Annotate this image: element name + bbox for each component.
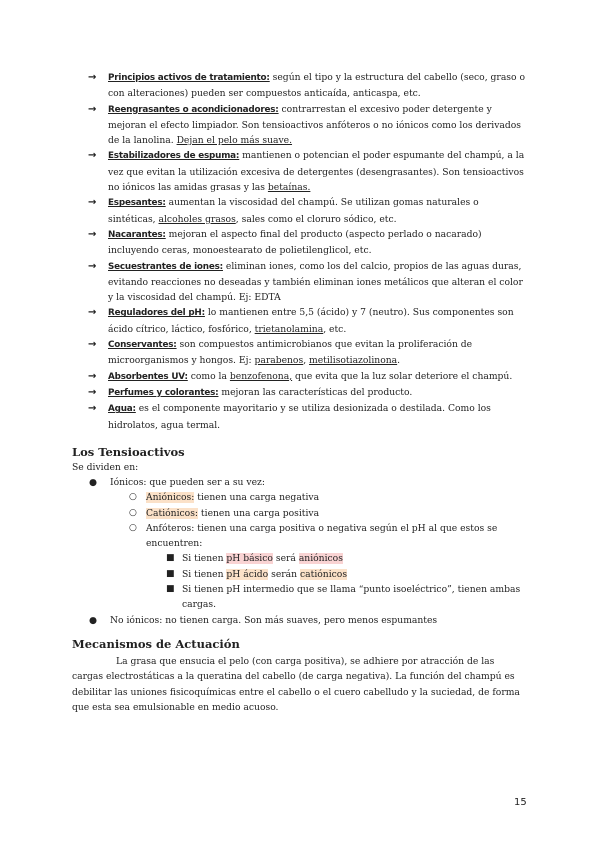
description-tail: que evita que la luz solar deteriore el champú. [292, 370, 513, 382]
underlined-text: betaínas. [267, 182, 311, 194]
term: Agua: [108, 404, 136, 415]
highlight-anionicos: aniónicos [298, 553, 343, 565]
square-bullet-icon: ■ [166, 584, 175, 595]
square-bullet-icon: ■ [166, 553, 175, 564]
description: lo mantienen entre 5,5 (ácido) y 7 (neutro). Sus componentes son ácido cítrico, láctico, fosfórico, [108, 307, 514, 335]
list-item [88, 401, 528, 433]
term: Conservantes: [108, 340, 177, 351]
underlined-text: alcoholes grasos [158, 213, 236, 225]
intermedio-text: Si tienen pH intermedio que se llama “punto isoeléctrico”, tienen ambas cargas. [182, 584, 521, 611]
arrow-icon: → [88, 386, 97, 398]
description: son compuestos antimicrobianos que evitan la proliferación de microorganismos y hongos. Ej: [108, 339, 473, 367]
anfoteros-sublist [146, 551, 532, 612]
list-item-no-ionicos [72, 613, 532, 628]
term: Absorbentes UV: [108, 371, 188, 382]
highlight-ph-basico: pH básico [226, 553, 273, 565]
text: Si tienen [182, 553, 227, 565]
term: Principios activos de tratamiento: [108, 73, 270, 83]
list-item-intermedio [146, 582, 532, 613]
list-item-acido [146, 567, 532, 582]
term: Secuestrantes de iones: [108, 261, 223, 272]
cationicos-text: tienen una carga positiva [198, 507, 320, 519]
arrow-icon: → [88, 370, 97, 382]
arrow-icon: → [88, 307, 97, 319]
mecanismos-paragraph: La grasa que ensucia el pelo (con carga positiva), se adhiere por atracción de las cargas electrostáticas a la queratina del cabello (de carga negativa). La función del champú es debilitar las uniones fisicoquímicas entre el cabello o el cuero cabelludo y la suciedad, de forma que esta sea emulsionable en medio acuoso. [72, 656, 520, 713]
anionicos-text: tienen una carga negativa [194, 492, 320, 504]
text: serán [268, 568, 300, 580]
term: Estabilizadores de espuma: [108, 151, 240, 162]
tensioactivos-list [72, 475, 532, 628]
underlined-text: benzofenona, [229, 370, 293, 382]
arrow-icon: → [88, 403, 97, 415]
list-item [88, 195, 528, 227]
list-item [88, 148, 528, 195]
ionicos-sublist [110, 490, 532, 612]
highlight-cationicos: catiónicos [300, 568, 348, 580]
arrow-icon: → [88, 228, 97, 240]
list-item-basico [146, 551, 532, 566]
bullet-icon: ● [89, 614, 98, 626]
description: mantienen o potencian el poder espumante del champú, a la vez que evitan la utilización excesiva de detergentes (desengrasantes). Son tensioactivos no iónicos las amidas grasas y las [108, 150, 525, 194]
description: como la [187, 370, 230, 382]
section-heading-tensioactivos: Los Tensioactivos [72, 445, 185, 459]
underlined-text: trietanolamina [254, 323, 324, 335]
circle-bullet-icon: ○ [129, 507, 137, 518]
description: según el tipo y la estructura del cabello (seco, graso o con alteraciones) pueden ser compuestos anticaída, anticaspa, etc. [108, 72, 525, 100]
underlined-text: parabenos [254, 355, 304, 367]
arrow-icon: → [88, 260, 97, 272]
list-item [88, 227, 528, 259]
list-item [88, 102, 528, 149]
bullet-icon: ● [89, 477, 98, 488]
list-item [88, 305, 528, 337]
description-tail: . [397, 355, 401, 367]
list-item-ionicos [72, 475, 532, 613]
underlined-text: metilisotiazolinona [309, 355, 398, 367]
arrow-icon: → [88, 339, 97, 351]
list-item [88, 259, 528, 306]
description-tail: , sales como el cloruro sódico, etc. [235, 213, 397, 225]
intro-text: Se dividen en: [72, 462, 139, 473]
arrow-icon: → [88, 150, 97, 162]
no-ionicos-text: No iónicos: no tienen carga. Son más suaves, pero menos espumantes [110, 614, 438, 626]
description: aumentan la viscosidad del champú. Se utilizan gomas naturales o sintéticas, [108, 197, 479, 225]
description: contrarrestan el excesivo poder detergente y mejoran el efecto limpiador. Son tensioactivos anfóteros o no iónicos como los derivados de la lanolina. [108, 103, 521, 147]
arrow-icon: → [88, 103, 97, 115]
ingredients-list [88, 70, 528, 433]
circle-bullet-icon: ○ [129, 492, 137, 503]
description-tail: , [303, 355, 310, 367]
list-item-anionicos [110, 490, 532, 505]
term: Nacarantes: [108, 229, 166, 240]
highlight-anionicos: Aniónicos: [146, 492, 195, 504]
circle-bullet-icon: ○ [129, 522, 137, 533]
section-heading-mecanismos: Mecanismos de Actuación [72, 637, 240, 651]
description: es el componente mayoritario y se utiliza desionizada o destilada. Como los hidrolatos, agua termal. [108, 403, 491, 431]
term: Espesantes: [108, 198, 166, 209]
list-item [88, 70, 528, 102]
underlined-text: Dejan el pelo más suave. [176, 135, 293, 147]
list-item [88, 369, 528, 385]
description: mejoran las características del producto. [218, 386, 413, 398]
page-number: 15 [514, 797, 527, 808]
description-tail: , etc. [323, 323, 347, 335]
text: Si tienen [182, 568, 227, 580]
description: eliminan iones, como los del calcio, propios de las aguas duras, evitando reacciones no deseadas y también eliminan iones metálicos que alteran el color y la viscosidad del champú. Ej: EDTA [108, 260, 523, 304]
square-bullet-icon: ■ [166, 568, 175, 579]
highlight-cationicos: Catiónicos: [146, 507, 199, 519]
ionicos-text: Iónicos: que pueden ser a su vez: [110, 477, 265, 488]
list-item-cationicos [110, 506, 532, 521]
term: Reengrasantes o acondicionadores: [108, 104, 279, 115]
text: será [272, 553, 299, 565]
description: mejoran el aspecto final del producto (aspecto perlado o nacarado) incluyendo ceras, monoestearato de polietilenglicol, etc. [108, 228, 482, 257]
arrow-icon: → [88, 72, 97, 83]
arrow-icon: → [88, 197, 97, 209]
term: Reguladores del pH: [108, 308, 205, 319]
term: Perfumes y colorantes: [108, 387, 219, 398]
list-item [88, 385, 528, 401]
list-item [88, 337, 528, 369]
list-item-anfoteros [110, 521, 532, 613]
highlight-ph-acido: pH ácido [226, 568, 269, 580]
anfoteros-text: Anfóteros: tienen una carga positiva o negativa según el pH al que estos se encuentren: [146, 522, 498, 550]
